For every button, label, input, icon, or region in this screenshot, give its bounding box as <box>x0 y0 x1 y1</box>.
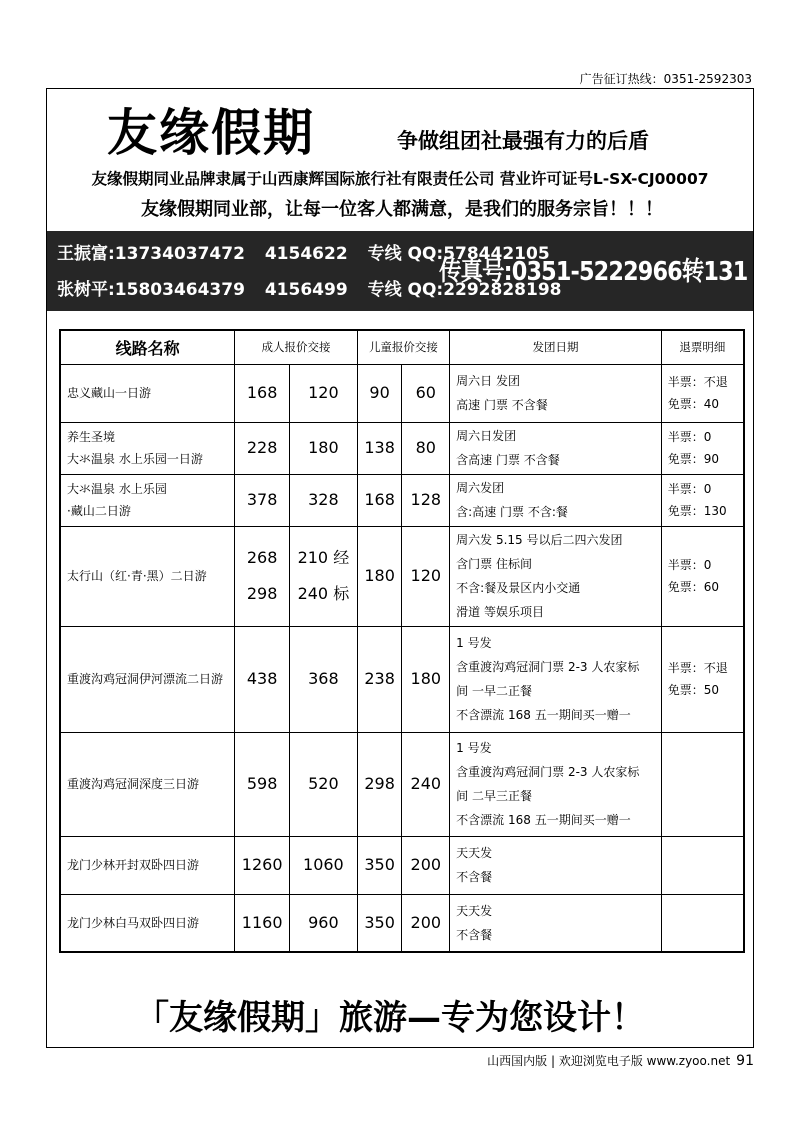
table-row <box>60 364 744 422</box>
adult-price-b: 210 经 <box>297 548 350 567</box>
mission-line: 友缘假期同业部，让每一位客人都满意，是我们的服务宗旨！！！ <box>141 199 663 220</box>
refund-line: 半票：不退 <box>667 375 728 389</box>
table-row <box>60 836 744 894</box>
table-row <box>60 626 744 732</box>
ad-hotline: 广告征订热线：0351-2592303 <box>579 72 752 86</box>
departure-line: 周六日 发团 <box>456 374 520 388</box>
adult-price-b-cell <box>290 364 358 422</box>
child-price-a: 238 <box>364 669 395 688</box>
child-price-a-cell <box>357 474 402 526</box>
adult-price-a-cell <box>235 732 290 836</box>
child-price-b-cell <box>402 626 450 732</box>
adult-price-a-cell <box>235 526 290 626</box>
adult-price-a: 378 <box>246 490 278 509</box>
child-price-a-cell <box>357 836 402 894</box>
departure-cell <box>450 894 662 952</box>
route-price-table <box>59 329 745 953</box>
route-name: 大氺温泉 水上乐园一日游 <box>67 452 203 466</box>
child-price-a-cell <box>357 894 402 952</box>
child-price-a: 350 <box>364 855 395 874</box>
route-name: ·藏山二日游 <box>67 504 131 518</box>
contact-bar <box>47 231 753 311</box>
fax-number: 传真号:0351-5222966转131 <box>438 257 747 287</box>
route-name: 太行山（红·青·黑）二日游 <box>67 569 207 583</box>
adult-price-a-cell <box>235 474 290 526</box>
departure-line: 高速 门票 不含餐 <box>456 398 548 412</box>
departure-cell <box>450 732 662 836</box>
route-name-cell <box>60 732 235 836</box>
adult-price-a-cell <box>235 422 290 474</box>
adult-price-b: 328 <box>308 490 339 509</box>
contact-qq: 专线 QQ:578442105 <box>367 244 550 264</box>
adult-price-b: 368 <box>308 669 339 688</box>
route-name-cell <box>60 836 235 894</box>
departure-line: 周六发团 <box>456 481 505 495</box>
route-name: 大氺温泉 水上乐园 <box>67 482 167 496</box>
adult-price-b-cell <box>290 526 358 626</box>
adult-price-b: 520 <box>308 774 339 793</box>
child-price-b: 60 <box>415 383 436 402</box>
brand-title: 友缘假期 <box>107 104 315 162</box>
route-name: 忠义藏山一日游 <box>67 386 152 400</box>
contact-phone: 4156499 <box>264 280 348 300</box>
child-price-b-cell <box>402 364 450 422</box>
route-name-cell <box>60 474 235 526</box>
adult-price-a: 1160 <box>241 912 283 932</box>
refund-line: 免票：130 <box>667 504 727 518</box>
adult-price-a-cell <box>235 626 290 732</box>
departure-cell <box>450 422 662 474</box>
route-name: 重渡沟鸡冠洞伊河漂流二日游 <box>67 672 224 686</box>
refund-line: 免票：40 <box>667 397 720 411</box>
adult-price-a: 228 <box>246 438 278 457</box>
adult-price-a-cell <box>235 836 290 894</box>
footer-text: 山西国内版 | 欢迎浏览电子版 www.zyoo.net <box>487 1054 731 1068</box>
child-price-a: 180 <box>364 566 395 585</box>
departure-line: 含高速 门票 不含餐 <box>456 453 560 467</box>
departure-line: 不含餐 <box>456 870 493 884</box>
contact-phone: 4154622 <box>264 244 348 264</box>
departure-cell <box>450 474 662 526</box>
departure-line: 含重渡沟鸡冠洞门票 2-3 人农家标 <box>456 765 640 779</box>
child-price-a-cell <box>357 626 402 732</box>
departure-line: 含门票 住标间 <box>456 557 532 571</box>
departure-line: 不含:餐及景区内小交通 <box>456 581 581 595</box>
page-number: 91 <box>736 1053 754 1069</box>
route-name-cell <box>60 364 235 422</box>
child-price-a-cell <box>357 364 402 422</box>
table-header-row <box>60 330 744 364</box>
refund-cell <box>661 364 744 422</box>
departure-line: 不含漂流 168 五一期间买一赠一 <box>456 708 631 722</box>
header-departure: 发团日期 <box>450 330 662 364</box>
contact-qq: 专线 QQ:2292828198 <box>367 280 562 300</box>
ad-frame <box>46 88 754 1048</box>
departure-cell <box>450 836 662 894</box>
refund-cell <box>661 894 744 952</box>
child-price-a-cell <box>357 732 402 836</box>
route-name: 龙门少林白马双卧四日游 <box>67 915 200 930</box>
departure-line: 天天发 <box>456 903 493 918</box>
table-body <box>60 364 744 952</box>
child-price-b-cell <box>402 836 450 894</box>
refund-line: 免票：50 <box>667 683 720 697</box>
header-adult: 成人报价交接 <box>235 330 357 364</box>
route-name: 养生圣境 <box>67 430 116 444</box>
departure-line: 间 二早三正餐 <box>456 789 532 803</box>
route-name-cell <box>60 526 235 626</box>
page-footer <box>487 1052 754 1069</box>
adult-price-b: 240 标 <box>297 584 350 603</box>
child-price-b-cell <box>402 422 450 474</box>
child-price-b: 80 <box>415 438 436 457</box>
child-price-a: 298 <box>364 774 395 793</box>
child-price-b-cell <box>402 894 450 952</box>
refund-cell <box>661 422 744 474</box>
route-name-cell <box>60 626 235 732</box>
adult-price-a: 168 <box>246 383 278 402</box>
table-row <box>60 732 744 836</box>
refund-line: 免票：90 <box>667 452 720 466</box>
adult-price-a: 298 <box>246 584 278 603</box>
refund-cell <box>661 474 744 526</box>
tagline: 「友缘假期」旅游—专为您设计！ <box>135 998 645 1038</box>
departure-line: 含重渡沟鸡冠洞门票 2-3 人农家标 <box>456 660 640 674</box>
adult-price-b-cell <box>290 626 358 732</box>
adult-price-a-cell <box>235 894 290 952</box>
adult-price-b: 180 <box>308 438 339 457</box>
child-price-a-cell <box>357 422 402 474</box>
refund-line: 半票：0 <box>667 482 712 496</box>
departure-line: 不含漂流 168 五一期间买一赠一 <box>456 813 631 827</box>
adult-price-b-cell <box>290 474 358 526</box>
departure-cell <box>450 364 662 422</box>
adult-price-a: 598 <box>246 774 278 793</box>
departure-line: 天天发 <box>456 846 493 860</box>
departure-line: 含:高速 门票 不含:餐 <box>456 505 568 519</box>
table-row <box>60 526 744 626</box>
refund-cell <box>661 836 744 894</box>
refund-line: 免票：60 <box>667 580 720 594</box>
header-child: 儿童报价交接 <box>357 330 449 364</box>
route-name: 龙门少林开封双卧四日游 <box>67 858 200 872</box>
brand-slogan: 争做组团社最强有力的后盾 <box>397 129 649 153</box>
refund-line: 半票：0 <box>667 430 712 444</box>
route-name-cell <box>60 422 235 474</box>
departure-line: 滑道 等娱乐项目 <box>456 605 544 619</box>
route-name: 重渡沟鸡冠洞深度三日游 <box>67 777 200 791</box>
contact-mobile: :13734037472 <box>108 244 245 264</box>
route-name-cell <box>60 894 235 952</box>
child-price-b: 120 <box>410 566 442 585</box>
departure-line: 不含餐 <box>456 927 493 942</box>
departure-cell <box>450 626 662 732</box>
license-line: 友缘假期同业品牌隶属于山西康辉国际旅行社有限责任公司 营业许可证号L-SX-CJ00007 <box>91 170 709 188</box>
departure-line: 1 号发 <box>456 741 492 755</box>
child-price-b: 128 <box>410 490 442 509</box>
child-price-a: 90 <box>369 383 390 402</box>
header-route: 线路名称 <box>60 330 235 364</box>
adult-price-b-cell <box>290 836 358 894</box>
adult-price-b: 120 <box>308 383 339 402</box>
adult-price-b-cell <box>290 894 358 952</box>
adult-price-b-cell <box>290 732 358 836</box>
adult-price-b: 1060 <box>303 855 344 874</box>
child-price-b: 240 <box>410 774 442 793</box>
child-price-a: 350 <box>364 912 395 932</box>
child-price-b: 180 <box>410 669 442 688</box>
contact-mobile: :15803464379 <box>108 280 245 300</box>
table-row <box>60 894 744 952</box>
adult-price-a: 1260 <box>241 855 283 874</box>
refund-cell <box>661 732 744 836</box>
child-price-b-cell <box>402 732 450 836</box>
refund-line: 半票：不退 <box>667 661 728 675</box>
header-refund: 退票明细 <box>661 330 744 364</box>
child-price-b: 200 <box>410 855 442 874</box>
child-price-b: 200 <box>410 912 442 932</box>
adult-price-a: 438 <box>246 669 278 688</box>
refund-line: 半票：0 <box>667 558 712 572</box>
departure-line: 周六发 5.15 号以后二四六发团 <box>456 533 623 547</box>
adult-price-b: 960 <box>308 912 339 932</box>
table-row <box>60 422 744 474</box>
child-price-b-cell <box>402 526 450 626</box>
departure-line: 1 号发 <box>456 636 492 650</box>
departure-line: 周六日发团 <box>456 429 517 443</box>
refund-cell <box>661 626 744 732</box>
adult-price-a: 268 <box>246 548 278 567</box>
contact-name: 王振富 <box>57 244 108 264</box>
adult-price-a-cell <box>235 364 290 422</box>
child-price-a: 138 <box>364 438 395 457</box>
table-row <box>60 474 744 526</box>
child-price-a-cell <box>357 526 402 626</box>
departure-cell <box>450 526 662 626</box>
adult-price-b-cell <box>290 422 358 474</box>
refund-cell <box>661 526 744 626</box>
child-price-a: 168 <box>364 490 395 509</box>
departure-line: 间 一早二正餐 <box>456 684 532 698</box>
child-price-b-cell <box>402 474 450 526</box>
contact-name: 张树平 <box>57 280 108 300</box>
